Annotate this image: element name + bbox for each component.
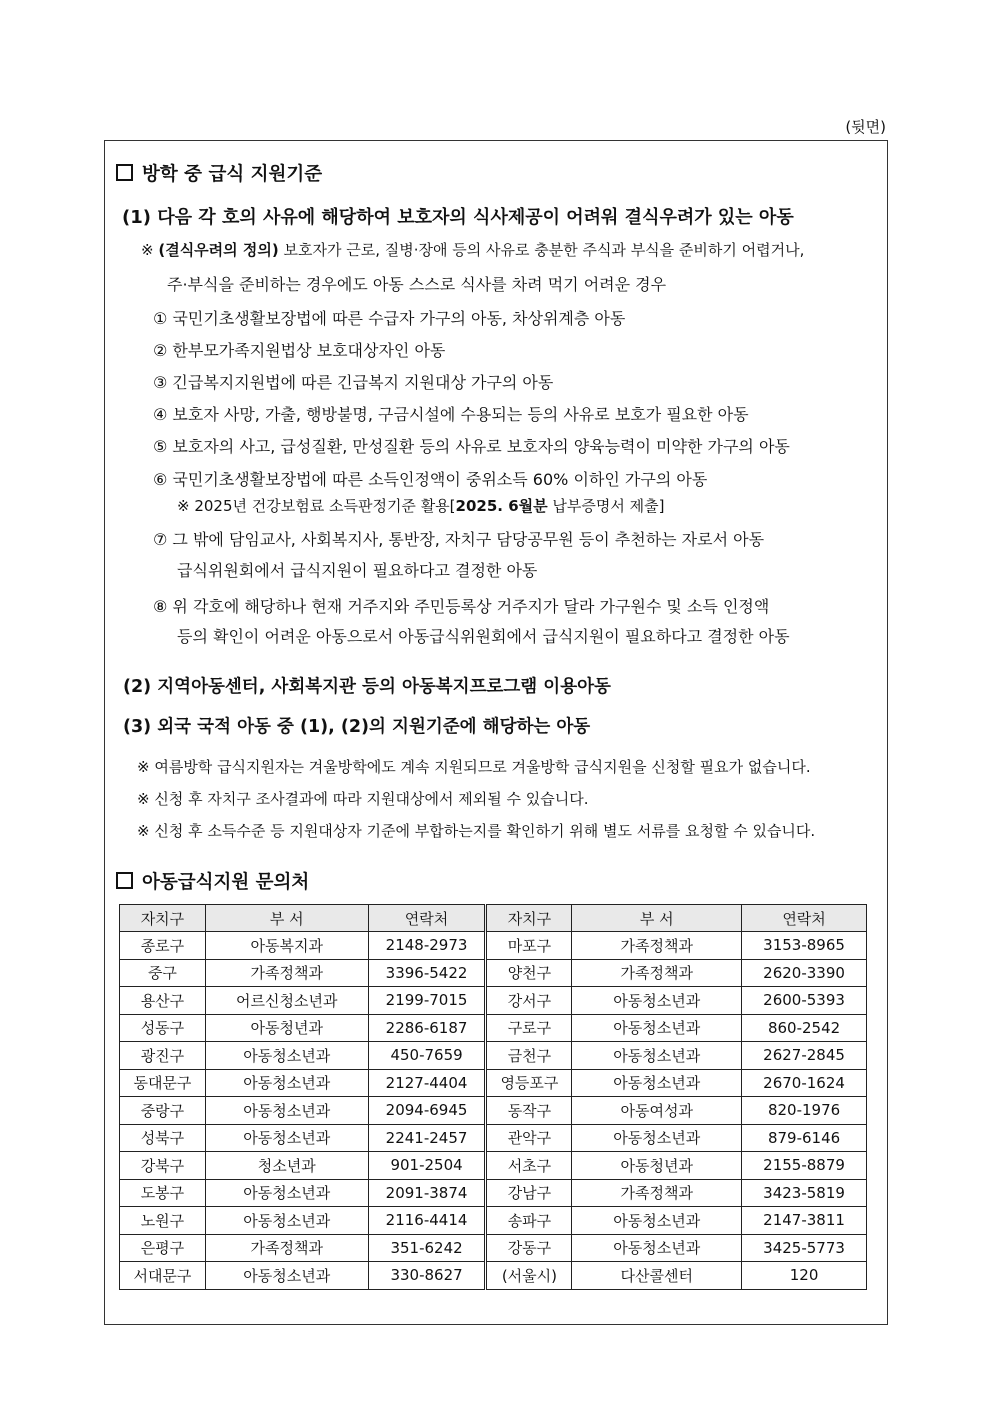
phone-cell: 2091-3874	[368, 1179, 486, 1207]
district-cell: 도봉구	[120, 1179, 206, 1207]
note-bold: 2025. 6월분	[455, 497, 548, 515]
department-cell: 아동청소년과	[572, 1042, 742, 1070]
table-row	[120, 1014, 867, 1042]
department-cell: 아동청소년과	[572, 1124, 742, 1152]
district-cell: 금천구	[486, 1042, 572, 1070]
phone-cell: 2155-8879	[742, 1152, 867, 1180]
header-department: 부 서	[205, 905, 368, 932]
district-cell: 동대문구	[120, 1069, 206, 1097]
phone-cell: 2127-4404	[368, 1069, 486, 1097]
header-district: 자치구	[486, 905, 572, 932]
department-cell: 아동청년과	[205, 1014, 368, 1042]
department-cell: 어르신청소년과	[205, 987, 368, 1015]
table-row	[120, 987, 867, 1015]
phone-cell: 879-6146	[742, 1124, 867, 1152]
phone-cell: 820-1976	[742, 1097, 867, 1125]
district-cell: 중구	[120, 959, 206, 987]
table-row	[120, 1179, 867, 1207]
district-cell: 구로구	[486, 1014, 572, 1042]
header-phone: 연락처	[742, 905, 867, 932]
district-cell: 종로구	[120, 932, 206, 960]
criteria-item-1: ① 국민기초생활보장법에 따른 수급자 가구의 아동, 차상위계층 아동	[153, 309, 626, 328]
criteria-item-4: ④ 보호자 사망, 가출, 행방불명, 구금시설에 수용되는 등의 사유로 보호가 필요한 아동	[153, 405, 749, 424]
definition-label: (결식우려의 정의)	[158, 241, 279, 259]
department-cell: 아동청소년과	[205, 1042, 368, 1070]
district-cell: 동작구	[486, 1097, 572, 1125]
district-cell: 성동구	[120, 1014, 206, 1042]
phone-cell: 2627-2845	[742, 1042, 867, 1070]
header-department: 부 서	[572, 905, 742, 932]
phone-cell: 2199-7015	[368, 987, 486, 1015]
phone-cell: 3396-5422	[368, 959, 486, 987]
district-cell: 관악구	[486, 1124, 572, 1152]
phone-cell: 2148-2973	[368, 932, 486, 960]
department-cell: 아동청소년과	[572, 1234, 742, 1262]
phone-cell: 450-7659	[368, 1042, 486, 1070]
department-cell: 아동청소년과	[205, 1179, 368, 1207]
department-cell: 아동청소년과	[572, 1069, 742, 1097]
section-contacts-title	[116, 868, 309, 894]
phone-cell: 3425-5773	[742, 1234, 867, 1262]
phone-cell: 3153-8965	[742, 932, 867, 960]
criteria-item-2: ② 한부모가족지원법상 보호대상자인 아동	[153, 341, 446, 360]
header-district: 자치구	[120, 905, 206, 932]
department-cell: 청소년과	[205, 1152, 368, 1180]
definition-line-1	[141, 239, 804, 260]
note-prefix: ※ 2025년 건강보험료 소득판정기준 활용[	[177, 497, 456, 515]
phone-cell: 2600-5393	[742, 987, 867, 1015]
district-cell: 양천구	[486, 959, 572, 987]
note-suffix: 납부증명서 제출]	[547, 497, 665, 515]
checkbox-square-icon	[116, 872, 133, 889]
note-1: ※ 여름방학 급식지원자는 겨울방학에도 계속 지원되므로 겨울방학 급식지원을 신청할 필요가 없습니다.	[137, 758, 811, 776]
criteria-item-7-line-1: ⑦ 그 밖에 담임교사, 사회복지사, 통반장, 자치구 담당공무원 등이 추천하는 자로서 아동	[153, 530, 765, 549]
district-cell: 노원구	[120, 1207, 206, 1235]
phone-cell: 901-2504	[368, 1152, 486, 1180]
table-header-row	[120, 905, 867, 932]
table-row	[120, 1262, 867, 1290]
criteria-item-6-note	[177, 495, 664, 516]
district-cell: 강동구	[486, 1234, 572, 1262]
section-support-criteria-title	[116, 160, 322, 186]
district-cell: 강남구	[486, 1179, 572, 1207]
district-cell: 강북구	[120, 1152, 206, 1180]
phone-cell: 2116-4414	[368, 1207, 486, 1235]
department-cell: 아동청소년과	[572, 987, 742, 1015]
phone-cell: 120	[742, 1262, 867, 1290]
department-cell: 가족정책과	[572, 932, 742, 960]
criteria-item-7-line-2: 급식위원회에서 급식지원이 필요하다고 결정한 아동	[177, 561, 538, 580]
district-cell: 은평구	[120, 1234, 206, 1262]
contacts-table	[119, 904, 867, 1290]
criteria-item-8-line-1: ⑧ 위 각호에 해당하나 현재 거주지와 주민등록상 거주지가 달라 가구원수 및 소득 인정액	[153, 597, 770, 616]
phone-cell: 2094-6945	[368, 1097, 486, 1125]
district-cell: 광진구	[120, 1042, 206, 1070]
phone-cell: 2241-2457	[368, 1124, 486, 1152]
district-cell: 성북구	[120, 1124, 206, 1152]
criteria-item-3: ③ 긴급복지지원법에 따른 긴급복지 지원대상 가구의 아동	[153, 373, 554, 392]
phone-cell: 2147-3811	[742, 1207, 867, 1235]
department-cell: 아동청소년과	[572, 1014, 742, 1042]
district-cell: 마포구	[486, 932, 572, 960]
department-cell: 아동청소년과	[205, 1262, 368, 1290]
phone-cell: 860-2542	[742, 1014, 867, 1042]
table-row	[120, 1152, 867, 1180]
district-cell: 용산구	[120, 987, 206, 1015]
section-title-text: 아동급식지원 문의처	[142, 872, 310, 893]
phone-cell: 2286-6187	[368, 1014, 486, 1042]
table-row	[120, 1234, 867, 1262]
district-cell: 송파구	[486, 1207, 572, 1235]
district-cell: (서울시)	[486, 1262, 572, 1290]
section-title-text: 방학 중 급식 지원기준	[142, 164, 323, 185]
criteria-2-heading: (2) 지역아동센터, 사회복지관 등의 아동복지프로그램 이용아동	[123, 677, 611, 697]
criteria-1-heading: (1) 다음 각 호의 사유에 해당하여 보호자의 식사제공이 어려워 결식우려가 있는 아동	[122, 207, 794, 228]
department-cell: 아동청소년과	[205, 1069, 368, 1097]
table-row	[120, 959, 867, 987]
phone-cell: 351-6242	[368, 1234, 486, 1262]
district-cell: 서대문구	[120, 1262, 206, 1290]
note-2: ※ 신청 후 자치구 조사결과에 따라 지원대상에서 제외될 수 있습니다.	[137, 790, 589, 808]
criteria-item-8-line-2: 등의 확인이 어려운 아동으로서 아동급식위원회에서 급식지원이 필요하다고 결정한 아동	[177, 627, 790, 646]
department-cell: 아동청년과	[572, 1152, 742, 1180]
department-cell: 가족정책과	[205, 959, 368, 987]
department-cell: 가족정책과	[205, 1234, 368, 1262]
department-cell: 아동청소년과	[572, 1207, 742, 1235]
criteria-item-5: ⑤ 보호자의 사고, 급성질환, 만성질환 등의 사유로 보호자의 양육능력이 미약한 가구의 아동	[153, 437, 790, 456]
table-row	[120, 932, 867, 960]
department-cell: 가족정책과	[572, 1179, 742, 1207]
table-row	[120, 1069, 867, 1097]
phone-cell: 2620-3390	[742, 959, 867, 987]
department-cell: 아동청소년과	[205, 1097, 368, 1125]
department-cell: 아동복지과	[205, 932, 368, 960]
department-cell: 아동청소년과	[205, 1124, 368, 1152]
checkbox-square-icon	[116, 164, 133, 181]
district-cell: 강서구	[486, 987, 572, 1015]
district-cell: 중랑구	[120, 1097, 206, 1125]
department-cell: 아동청소년과	[205, 1207, 368, 1235]
page-side-label: (뒷면)	[845, 118, 886, 136]
table-row	[120, 1097, 867, 1125]
table-row	[120, 1207, 867, 1235]
phone-cell: 2670-1624	[742, 1069, 867, 1097]
department-cell: 다산콜센터	[572, 1262, 742, 1290]
department-cell: 가족정책과	[572, 959, 742, 987]
district-cell: 영등포구	[486, 1069, 572, 1097]
phone-cell: 3423-5819	[742, 1179, 867, 1207]
reference-mark: ※	[141, 241, 159, 259]
criteria-item-6: ⑥ 국민기초생활보장법에 따른 소득인정액이 중위소득 60% 이하인 가구의 아동	[153, 470, 708, 489]
note-3: ※ 신청 후 소득수준 등 지원대상자 기준에 부합하는지를 확인하기 위해 별도 서류를 요청할 수 있습니다.	[137, 822, 816, 840]
definition-line-2: 주·부식을 준비하는 경우에도 아동 스스로 식사를 차려 먹기 어려운 경우	[167, 275, 667, 294]
table-row	[120, 1042, 867, 1070]
criteria-3-heading: (3) 외국 국적 아동 중 (1), (2)의 지원기준에 해당하는 아동	[123, 717, 591, 737]
phone-cell: 330-8627	[368, 1262, 486, 1290]
district-cell: 서초구	[486, 1152, 572, 1180]
definition-text: 보호자가 근로, 질병·장애 등의 사유로 충분한 주식과 부식을 준비하기 어렵거나,	[278, 241, 805, 259]
header-phone: 연락처	[368, 905, 486, 932]
department-cell: 아동여성과	[572, 1097, 742, 1125]
table-row	[120, 1124, 867, 1152]
